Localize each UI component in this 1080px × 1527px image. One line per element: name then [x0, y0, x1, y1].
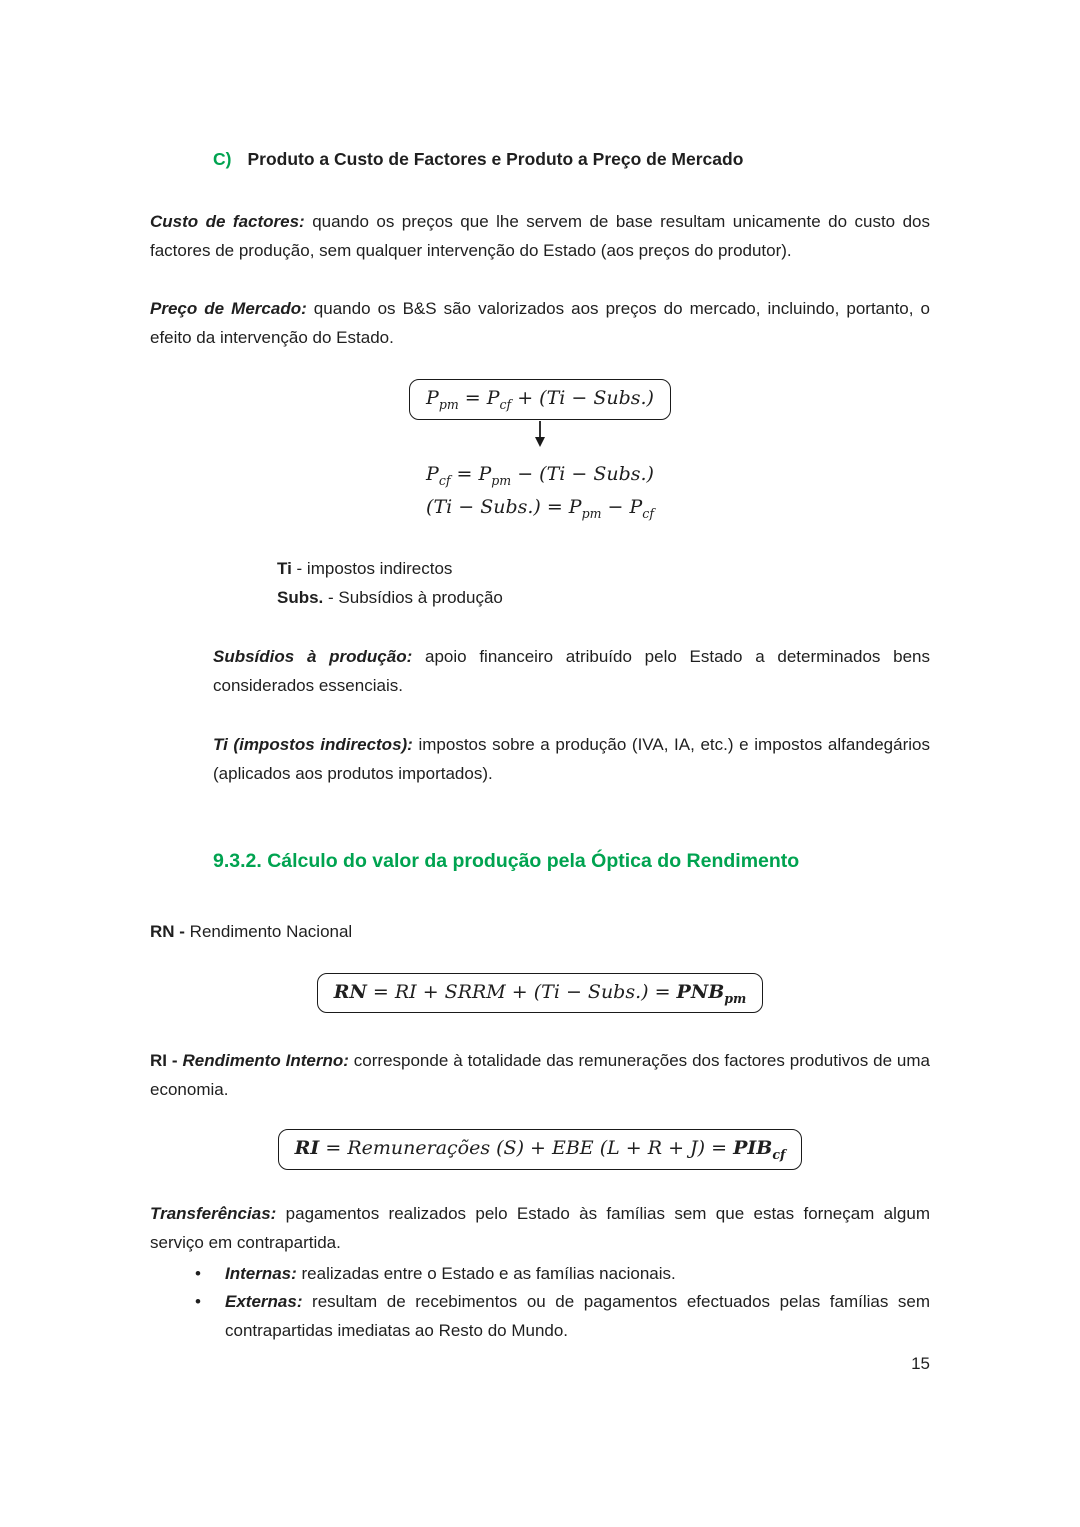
legend-subs-term: Subs. [277, 588, 324, 608]
formula-rn: RN = RI + SRRM + (Ti − Subs.) = $PNB_{pm}$ [333, 980, 747, 1006]
formula-box-ri [278, 1129, 803, 1170]
rn-definition: Rendimento Nacional [184, 921, 353, 941]
paragraph-transferencias [150, 1200, 930, 1258]
paragraph-body: apoio financeiro atribuído pelo Estado a determinados bens considerados essenciais. [213, 646, 930, 695]
list-item [195, 1260, 930, 1289]
paragraph-body: corresponde à totalidade das remunerações dos factores produtivos de uma economia. [150, 1051, 931, 1100]
ri-term: RI - [150, 1051, 183, 1071]
paragraph-preco-mercado [150, 295, 930, 353]
paragraph-lead: Transferências: [150, 1203, 277, 1223]
formula-box-rn [317, 973, 764, 1014]
bullet-list [150, 1260, 930, 1347]
legend-subs [277, 584, 930, 613]
bullet-icon: • [195, 1263, 201, 1283]
line-rn [150, 918, 930, 947]
formula-ppm: $P_{pm} = P_{cf} + (Ti$ − Subs.) [426, 387, 654, 412]
legend-ti-definition: - impostos indirectos [291, 559, 453, 579]
formula-pcf [150, 458, 930, 492]
list-item-body: realizadas entre o Estado e as famílias nacionais. [296, 1263, 676, 1283]
formula-pcf-text: $P_{cf} = P_{pm} - (Ti$ − Subs.) [426, 462, 654, 488]
paragraph-lead: Ti (impostos indirectos): [213, 734, 413, 754]
formula-ti-subs-text: (Ti − Subs.) = $P_{pm} - P_{cf}$ [426, 496, 654, 522]
bullet-icon: • [195, 1292, 201, 1312]
formula-ri: RI = Remunerações (S) + EBE $(L + R + J) = PIB_{cf}$ [294, 1137, 786, 1162]
paragraph-lead: Custo de factores: [150, 211, 305, 231]
list-item-text [225, 1288, 930, 1346]
paragraph-custo-factores [150, 208, 930, 266]
paragraph-body: pagamentos realizados pelo Estado às famílias sem que estas forneçam algum serviço em contrapartida. [150, 1203, 930, 1252]
paragraph-lead: Subsídios à produção: [213, 646, 413, 666]
list-item-lead: Externas: [225, 1292, 303, 1312]
down-arrow-icon [532, 421, 548, 458]
paragraph-subsidios [213, 643, 930, 701]
ri-subterm: Rendimento Interno: [182, 1051, 349, 1071]
list-item-lead: Internas: [225, 1263, 297, 1283]
paragraph-ti-impostos [213, 731, 930, 789]
legend-subs-definition: - Subsídios à produção [323, 588, 503, 608]
paragraph-body: quando os preços que lhe servem de base resultam unicamente do custo dos factores de produção, sem qualquer intervenção do Estado (aos preços do produtor). [150, 211, 931, 260]
list-item [195, 1288, 930, 1346]
list-item-body: resultam de recebimentos ou de pagamentos efectuados pelas famílias sem contrapartidas imediatas ao Resto do Mundo. [225, 1292, 930, 1341]
paragraph-body: quando os B&S são valorizados aos preços do mercado, incluindo, portanto, o efeito da intervenção do Estado. [150, 299, 930, 348]
formula-box-ppm [409, 379, 671, 420]
section-heading-c [213, 148, 930, 172]
section-heading-title: Produto a Custo de Factores e Produto a Preço de Mercado [247, 149, 744, 169]
section-932-title: 9.3.2. Cálculo do valor da produção pela Óptica do Rendimento [213, 849, 800, 872]
legend-ti-term: Ti [277, 559, 292, 579]
rn-term: RN - [150, 921, 185, 941]
section-heading-marker: C) [213, 149, 232, 169]
page-number: 15 [911, 1354, 930, 1374]
list-item-text [225, 1260, 930, 1289]
formula-ti-subs [150, 491, 930, 525]
section-heading-932 [213, 849, 930, 874]
paragraph-body: impostos sobre a produção (IVA, IA, etc.) e impostos alfandegários (aplicados aos produtos importados). [213, 734, 930, 783]
paragraph-lead: Preço de Mercado: [150, 299, 307, 319]
legend-ti [277, 555, 930, 584]
paragraph-ri [150, 1047, 930, 1105]
